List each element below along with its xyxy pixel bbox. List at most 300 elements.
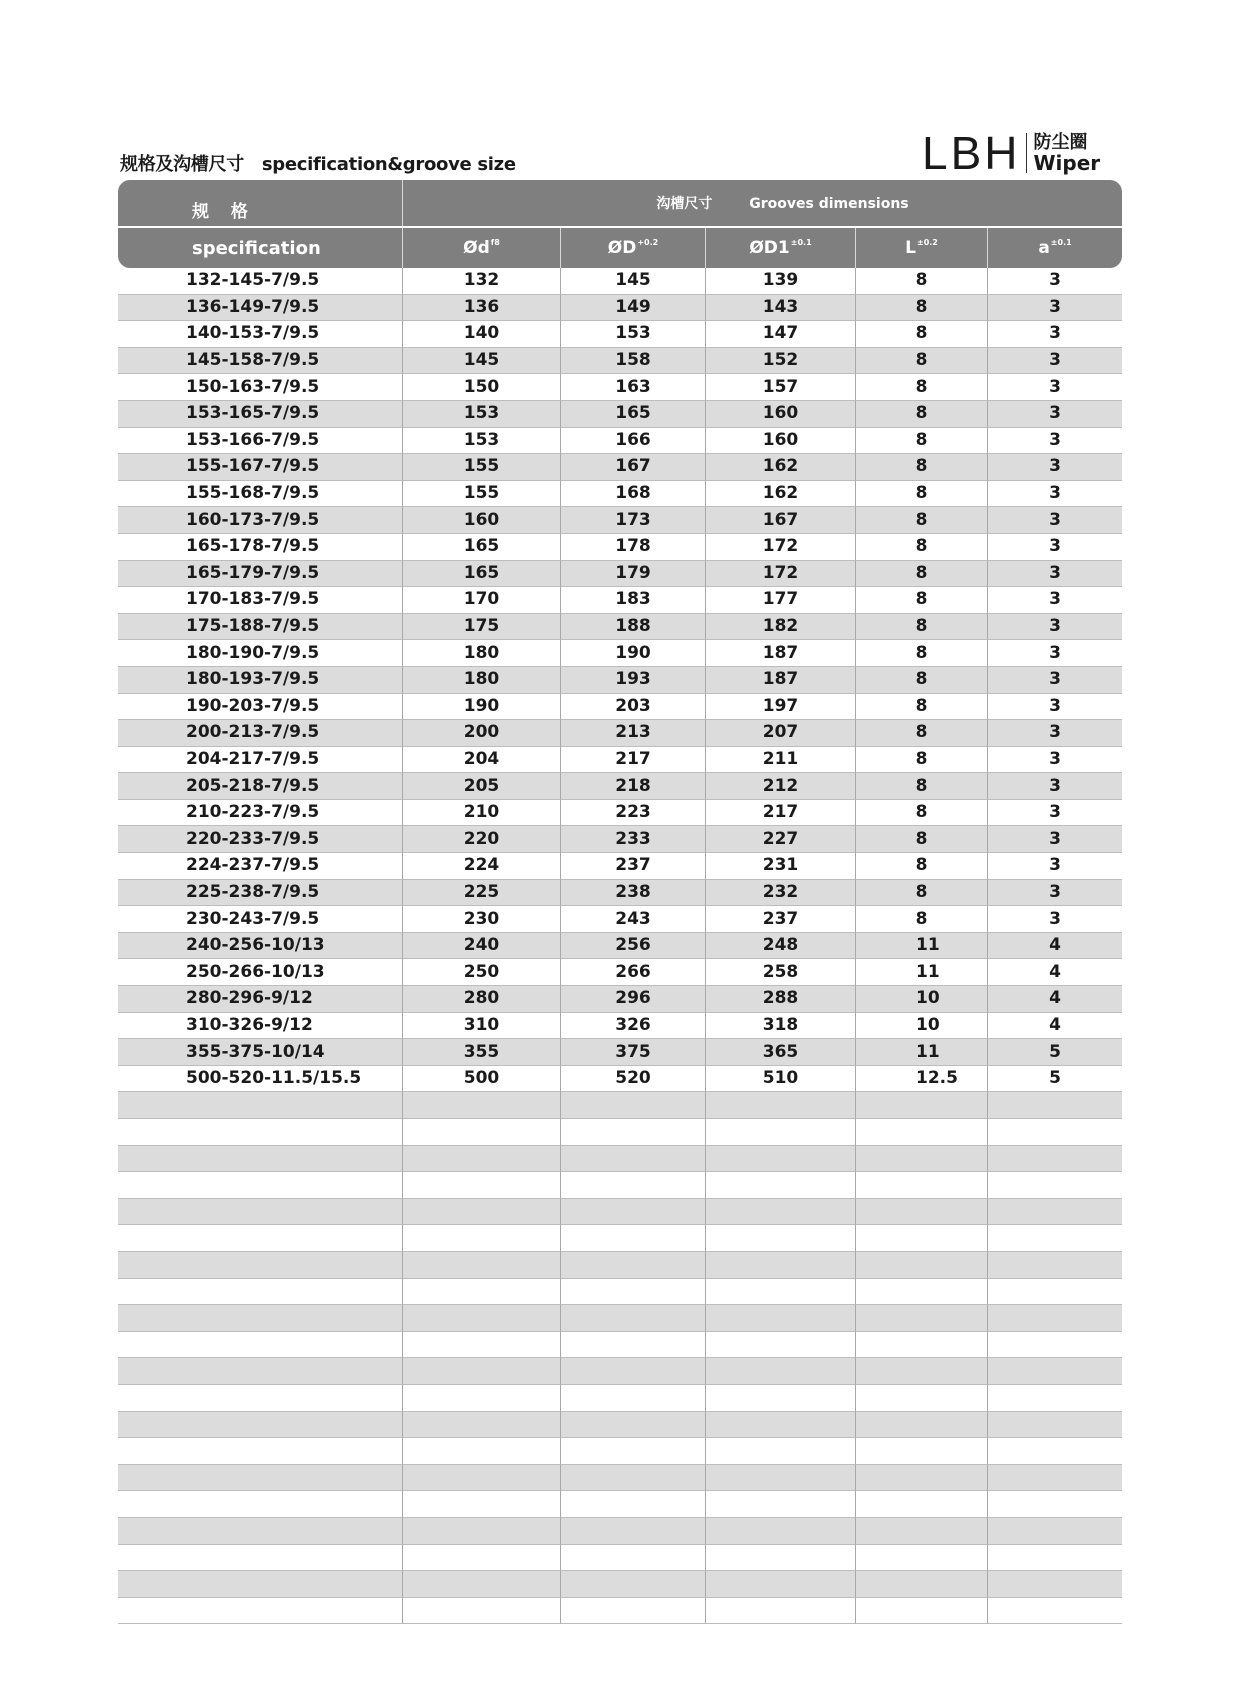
value-cell: 8 xyxy=(856,587,988,614)
table-row xyxy=(118,587,1122,614)
value-cell xyxy=(988,1491,1122,1518)
value-cell xyxy=(561,1252,706,1279)
value-cell: 190 xyxy=(561,640,706,667)
table-row xyxy=(118,640,1122,667)
column-header-big-d: $ØD^{+0.2}$ xyxy=(561,228,706,268)
value-cell xyxy=(988,1412,1122,1439)
value-cell: 4 xyxy=(988,959,1122,986)
value-cell: 153 xyxy=(403,428,561,455)
value-cell: 145 xyxy=(403,348,561,375)
value-cell xyxy=(856,1491,988,1518)
value-cell: 8 xyxy=(856,454,988,481)
value-cell xyxy=(706,1305,856,1332)
spec-cell: 240-256-10/13 xyxy=(118,933,403,960)
value-cell: 8 xyxy=(856,880,988,907)
value-cell: 180 xyxy=(403,667,561,694)
table-row xyxy=(118,534,1122,561)
value-cell xyxy=(561,1545,706,1572)
value-cell: 8 xyxy=(856,321,988,348)
value-cell: 258 xyxy=(706,959,856,986)
table-row xyxy=(118,933,1122,960)
value-cell: 8 xyxy=(856,720,988,747)
spec-cell: 170-183-7/9.5 xyxy=(118,587,403,614)
spec-header-en: specification xyxy=(118,228,403,268)
table-row xyxy=(118,1571,1122,1598)
value-cell: 288 xyxy=(706,986,856,1013)
table-row xyxy=(118,268,1122,295)
value-cell: 375 xyxy=(561,1039,706,1066)
value-cell xyxy=(856,1119,988,1146)
value-cell xyxy=(403,1491,561,1518)
value-cell: 3 xyxy=(988,428,1122,455)
value-cell: 237 xyxy=(561,853,706,880)
value-cell: 160 xyxy=(706,428,856,455)
spec-cell: 145-158-7/9.5 xyxy=(118,348,403,375)
table-row xyxy=(118,1146,1122,1173)
value-cell xyxy=(856,1385,988,1412)
table-row xyxy=(118,1598,1122,1625)
value-cell: 3 xyxy=(988,507,1122,534)
spec-cell: 210-223-7/9.5 xyxy=(118,800,403,827)
value-cell xyxy=(403,1385,561,1412)
value-cell: 187 xyxy=(706,640,856,667)
value-cell: 136 xyxy=(403,295,561,322)
value-cell xyxy=(403,1172,561,1199)
value-cell xyxy=(706,1332,856,1359)
value-cell xyxy=(988,1438,1122,1465)
tolerance-label: ±0.1 xyxy=(790,238,812,247)
value-cell: 190 xyxy=(403,694,561,721)
value-cell: 8 xyxy=(856,800,988,827)
value-cell: 280 xyxy=(403,986,561,1013)
value-cell: 212 xyxy=(706,773,856,800)
value-cell xyxy=(561,1385,706,1412)
spec-header-zh: 规 格 xyxy=(118,180,403,228)
value-cell: 4 xyxy=(988,1013,1122,1040)
value-cell: 3 xyxy=(988,694,1122,721)
product-code: LBH xyxy=(922,127,1021,179)
value-cell: 3 xyxy=(988,454,1122,481)
value-cell: 318 xyxy=(706,1013,856,1040)
value-cell: 182 xyxy=(706,614,856,641)
value-cell: 3 xyxy=(988,880,1122,907)
spec-cell: 153-165-7/9.5 xyxy=(118,401,403,428)
value-cell: 3 xyxy=(988,374,1122,401)
value-cell xyxy=(988,1465,1122,1492)
value-cell xyxy=(856,1146,988,1173)
value-cell: 8 xyxy=(856,906,988,933)
value-cell xyxy=(561,1358,706,1385)
value-cell: 165 xyxy=(403,561,561,588)
spec-cell: 225-238-7/9.5 xyxy=(118,880,403,907)
value-cell: 8 xyxy=(856,374,988,401)
table-row xyxy=(118,880,1122,907)
table-row xyxy=(118,507,1122,534)
table-row xyxy=(118,1305,1122,1332)
value-cell xyxy=(561,1225,706,1252)
value-cell: 8 xyxy=(856,268,988,295)
tolerance-label: f8 xyxy=(490,238,500,247)
value-cell xyxy=(706,1598,856,1625)
product-name-zh: 防尘圈 xyxy=(1033,132,1088,153)
spec-cell xyxy=(118,1571,403,1598)
value-cell: 200 xyxy=(403,720,561,747)
tolerance-label: ±0.1 xyxy=(1050,238,1072,247)
spec-cell: 175-188-7/9.5 xyxy=(118,614,403,641)
table-row xyxy=(118,906,1122,933)
value-cell xyxy=(561,1305,706,1332)
value-cell: 149 xyxy=(561,295,706,322)
table-row xyxy=(118,1066,1122,1093)
column-header-d: $Ød^{f8}$ xyxy=(403,228,561,268)
spec-cell: 165-179-7/9.5 xyxy=(118,561,403,588)
value-cell: 4 xyxy=(988,986,1122,1013)
value-cell xyxy=(706,1518,856,1545)
value-cell xyxy=(561,1092,706,1119)
value-cell xyxy=(988,1092,1122,1119)
value-cell xyxy=(561,1332,706,1359)
value-cell: 12.5 xyxy=(856,1066,988,1093)
value-cell: 145 xyxy=(561,268,706,295)
value-cell xyxy=(856,1412,988,1439)
spec-cell: 220-233-7/9.5 xyxy=(118,826,403,853)
value-cell: 160 xyxy=(706,401,856,428)
spec-cell xyxy=(118,1332,403,1359)
value-cell: 162 xyxy=(706,481,856,508)
value-cell: 170 xyxy=(403,587,561,614)
value-cell xyxy=(706,1092,856,1119)
value-cell: 500 xyxy=(403,1066,561,1093)
value-cell xyxy=(988,1332,1122,1359)
value-cell: 355 xyxy=(403,1039,561,1066)
table-row xyxy=(118,1279,1122,1306)
groove-header-zh: 沟槽尺寸 xyxy=(656,196,713,212)
table-row xyxy=(118,1172,1122,1199)
value-cell xyxy=(561,1571,706,1598)
value-cell xyxy=(988,1518,1122,1545)
table-row xyxy=(118,1199,1122,1226)
spec-cell xyxy=(118,1412,403,1439)
spec-cell: 180-193-7/9.5 xyxy=(118,667,403,694)
value-cell: 166 xyxy=(561,428,706,455)
value-cell xyxy=(706,1491,856,1518)
value-cell: 520 xyxy=(561,1066,706,1093)
value-cell: 3 xyxy=(988,321,1122,348)
value-cell xyxy=(561,1172,706,1199)
value-cell: 3 xyxy=(988,401,1122,428)
spec-cell: 180-190-7/9.5 xyxy=(118,640,403,667)
spec-cell: 160-173-7/9.5 xyxy=(118,507,403,534)
value-cell xyxy=(856,1225,988,1252)
value-cell: 250 xyxy=(403,959,561,986)
value-cell: 155 xyxy=(403,481,561,508)
value-cell: 204 xyxy=(403,747,561,774)
value-cell: 8 xyxy=(856,853,988,880)
value-cell: 8 xyxy=(856,826,988,853)
value-cell: 163 xyxy=(561,374,706,401)
value-cell xyxy=(856,1358,988,1385)
value-cell xyxy=(403,1465,561,1492)
spec-cell xyxy=(118,1358,403,1385)
value-cell xyxy=(403,1146,561,1173)
table-row xyxy=(118,694,1122,721)
value-cell xyxy=(403,1598,561,1625)
spec-cell xyxy=(118,1119,403,1146)
value-cell: 168 xyxy=(561,481,706,508)
value-cell: 240 xyxy=(403,933,561,960)
spec-cell: 155-168-7/9.5 xyxy=(118,481,403,508)
value-cell xyxy=(403,1279,561,1306)
value-cell xyxy=(403,1305,561,1332)
value-cell: 510 xyxy=(706,1066,856,1093)
value-cell: 139 xyxy=(706,268,856,295)
value-cell: 152 xyxy=(706,348,856,375)
value-cell: 10 xyxy=(856,986,988,1013)
table-body xyxy=(118,268,1122,1624)
value-cell: 153 xyxy=(403,401,561,428)
value-cell xyxy=(856,1332,988,1359)
value-cell xyxy=(561,1518,706,1545)
table-row xyxy=(118,800,1122,827)
value-cell xyxy=(706,1279,856,1306)
spec-cell xyxy=(118,1545,403,1572)
value-cell xyxy=(403,1092,561,1119)
value-cell: 140 xyxy=(403,321,561,348)
column-header-l: $L^{\pm 0.2}$ xyxy=(856,228,988,268)
value-cell: 10 xyxy=(856,1013,988,1040)
table-row xyxy=(118,614,1122,641)
value-cell: 225 xyxy=(403,880,561,907)
value-cell xyxy=(403,1571,561,1598)
value-cell xyxy=(706,1172,856,1199)
product-names xyxy=(1033,132,1100,174)
value-cell: 210 xyxy=(403,800,561,827)
table-row xyxy=(118,826,1122,853)
value-cell: 8 xyxy=(856,401,988,428)
value-cell xyxy=(403,1119,561,1146)
spec-cell: 355-375-10/14 xyxy=(118,1039,403,1066)
value-cell: 8 xyxy=(856,348,988,375)
table-row xyxy=(118,1252,1122,1279)
table-row xyxy=(118,1412,1122,1439)
heading-en: specification&groove size xyxy=(261,154,516,175)
table-row xyxy=(118,1039,1122,1066)
value-cell xyxy=(706,1225,856,1252)
value-cell: 237 xyxy=(706,906,856,933)
page-heading xyxy=(120,150,516,176)
value-cell: 3 xyxy=(988,853,1122,880)
value-cell xyxy=(988,1172,1122,1199)
value-cell xyxy=(403,1252,561,1279)
value-cell: 326 xyxy=(561,1013,706,1040)
value-cell xyxy=(988,1252,1122,1279)
value-cell: 8 xyxy=(856,561,988,588)
value-cell: 3 xyxy=(988,561,1122,588)
spec-cell xyxy=(118,1199,403,1226)
table-row xyxy=(118,561,1122,588)
spec-cell: 200-213-7/9.5 xyxy=(118,720,403,747)
value-cell: 3 xyxy=(988,534,1122,561)
spec-cell xyxy=(118,1598,403,1625)
value-cell xyxy=(403,1438,561,1465)
value-cell: 177 xyxy=(706,587,856,614)
table-row xyxy=(118,454,1122,481)
value-cell: 211 xyxy=(706,747,856,774)
spec-cell: 150-163-7/9.5 xyxy=(118,374,403,401)
value-cell: 3 xyxy=(988,614,1122,641)
value-cell: 178 xyxy=(561,534,706,561)
value-cell xyxy=(856,1545,988,1572)
value-cell xyxy=(988,1598,1122,1625)
value-cell: 4 xyxy=(988,933,1122,960)
value-cell xyxy=(403,1412,561,1439)
spec-cell: 165-178-7/9.5 xyxy=(118,534,403,561)
value-cell xyxy=(988,1119,1122,1146)
value-cell xyxy=(988,1225,1122,1252)
value-cell: 5 xyxy=(988,1039,1122,1066)
value-cell xyxy=(988,1146,1122,1173)
value-cell: 172 xyxy=(706,534,856,561)
value-cell: 172 xyxy=(706,561,856,588)
value-cell xyxy=(403,1225,561,1252)
value-cell: 162 xyxy=(706,454,856,481)
value-cell xyxy=(856,1438,988,1465)
value-cell xyxy=(856,1465,988,1492)
brand-divider xyxy=(1026,133,1027,173)
spec-cell xyxy=(118,1385,403,1412)
spec-cell: 280-296-9/12 xyxy=(118,986,403,1013)
value-cell: 165 xyxy=(561,401,706,428)
value-cell: 8 xyxy=(856,614,988,641)
value-cell: 8 xyxy=(856,640,988,667)
value-cell: 179 xyxy=(561,561,706,588)
value-cell: 8 xyxy=(856,481,988,508)
groove-header-en: Grooves dimensions xyxy=(749,196,909,212)
table-row xyxy=(118,1438,1122,1465)
value-cell: 365 xyxy=(706,1039,856,1066)
table-row xyxy=(118,1545,1122,1572)
value-cell xyxy=(561,1598,706,1625)
value-cell: 8 xyxy=(856,747,988,774)
value-cell: 3 xyxy=(988,348,1122,375)
value-cell xyxy=(988,1358,1122,1385)
value-cell: 3 xyxy=(988,481,1122,508)
value-cell xyxy=(988,1279,1122,1306)
value-cell: 132 xyxy=(403,268,561,295)
value-cell xyxy=(403,1545,561,1572)
value-cell: 207 xyxy=(706,720,856,747)
value-cell: 3 xyxy=(988,268,1122,295)
spec-cell: 155-167-7/9.5 xyxy=(118,454,403,481)
value-cell: 233 xyxy=(561,826,706,853)
value-cell: 183 xyxy=(561,587,706,614)
value-cell: 175 xyxy=(403,614,561,641)
value-cell: 8 xyxy=(856,295,988,322)
value-cell: 158 xyxy=(561,348,706,375)
value-cell: 193 xyxy=(561,667,706,694)
value-cell xyxy=(856,1252,988,1279)
value-cell xyxy=(988,1385,1122,1412)
value-cell: 160 xyxy=(403,507,561,534)
table-row xyxy=(118,986,1122,1013)
value-cell: 8 xyxy=(856,507,988,534)
value-cell: 243 xyxy=(561,906,706,933)
value-cell: 223 xyxy=(561,800,706,827)
spec-cell: 132-145-7/9.5 xyxy=(118,268,403,295)
value-cell: 187 xyxy=(706,667,856,694)
table-row xyxy=(118,1491,1122,1518)
tolerance-label: ±0.2 xyxy=(916,238,938,247)
value-cell: 165 xyxy=(403,534,561,561)
value-cell xyxy=(988,1545,1122,1572)
value-cell: 11 xyxy=(856,959,988,986)
value-cell: 3 xyxy=(988,773,1122,800)
spec-cell xyxy=(118,1491,403,1518)
value-cell: 11 xyxy=(856,1039,988,1066)
spec-cell xyxy=(118,1092,403,1119)
value-cell: 310 xyxy=(403,1013,561,1040)
value-cell: 218 xyxy=(561,773,706,800)
value-cell xyxy=(856,1598,988,1625)
value-cell: 230 xyxy=(403,906,561,933)
heading-zh: 规格及沟槽尺寸 xyxy=(120,154,244,175)
value-cell: 3 xyxy=(988,667,1122,694)
tolerance-label: +0.2 xyxy=(637,238,659,247)
value-cell: 143 xyxy=(706,295,856,322)
value-cell xyxy=(403,1358,561,1385)
value-cell xyxy=(561,1279,706,1306)
table-row xyxy=(118,1332,1122,1359)
spec-cell: 205-218-7/9.5 xyxy=(118,773,403,800)
value-cell: 248 xyxy=(706,933,856,960)
value-cell xyxy=(403,1199,561,1226)
column-header-d1: $ØD1^{\pm 0.1}$ xyxy=(706,228,856,268)
spec-cell: 190-203-7/9.5 xyxy=(118,694,403,721)
value-cell: 11 xyxy=(856,933,988,960)
value-cell xyxy=(561,1438,706,1465)
value-cell: 227 xyxy=(706,826,856,853)
value-cell xyxy=(706,1545,856,1572)
value-cell: 232 xyxy=(706,880,856,907)
value-cell: 3 xyxy=(988,906,1122,933)
value-cell xyxy=(403,1518,561,1545)
value-cell: 8 xyxy=(856,534,988,561)
table-row xyxy=(118,401,1122,428)
spec-cell: 250-266-10/13 xyxy=(118,959,403,986)
value-cell: 8 xyxy=(856,694,988,721)
spec-cell xyxy=(118,1225,403,1252)
value-cell xyxy=(706,1438,856,1465)
value-cell xyxy=(706,1358,856,1385)
table-row xyxy=(118,1385,1122,1412)
value-cell xyxy=(988,1199,1122,1226)
value-cell: 5 xyxy=(988,1066,1122,1093)
value-cell: 8 xyxy=(856,773,988,800)
table-row xyxy=(118,1119,1122,1146)
value-cell: 3 xyxy=(988,826,1122,853)
spec-cell: 204-217-7/9.5 xyxy=(118,747,403,774)
value-cell: 3 xyxy=(988,640,1122,667)
spec-cell: 136-149-7/9.5 xyxy=(118,295,403,322)
value-cell: 147 xyxy=(706,321,856,348)
value-cell: 155 xyxy=(403,454,561,481)
product-name-en: Wiper xyxy=(1033,151,1101,175)
value-cell xyxy=(988,1305,1122,1332)
value-cell: 188 xyxy=(561,614,706,641)
table-row xyxy=(118,428,1122,455)
spec-cell: 140-153-7/9.5 xyxy=(118,321,403,348)
spec-cell: 310-326-9/12 xyxy=(118,1013,403,1040)
